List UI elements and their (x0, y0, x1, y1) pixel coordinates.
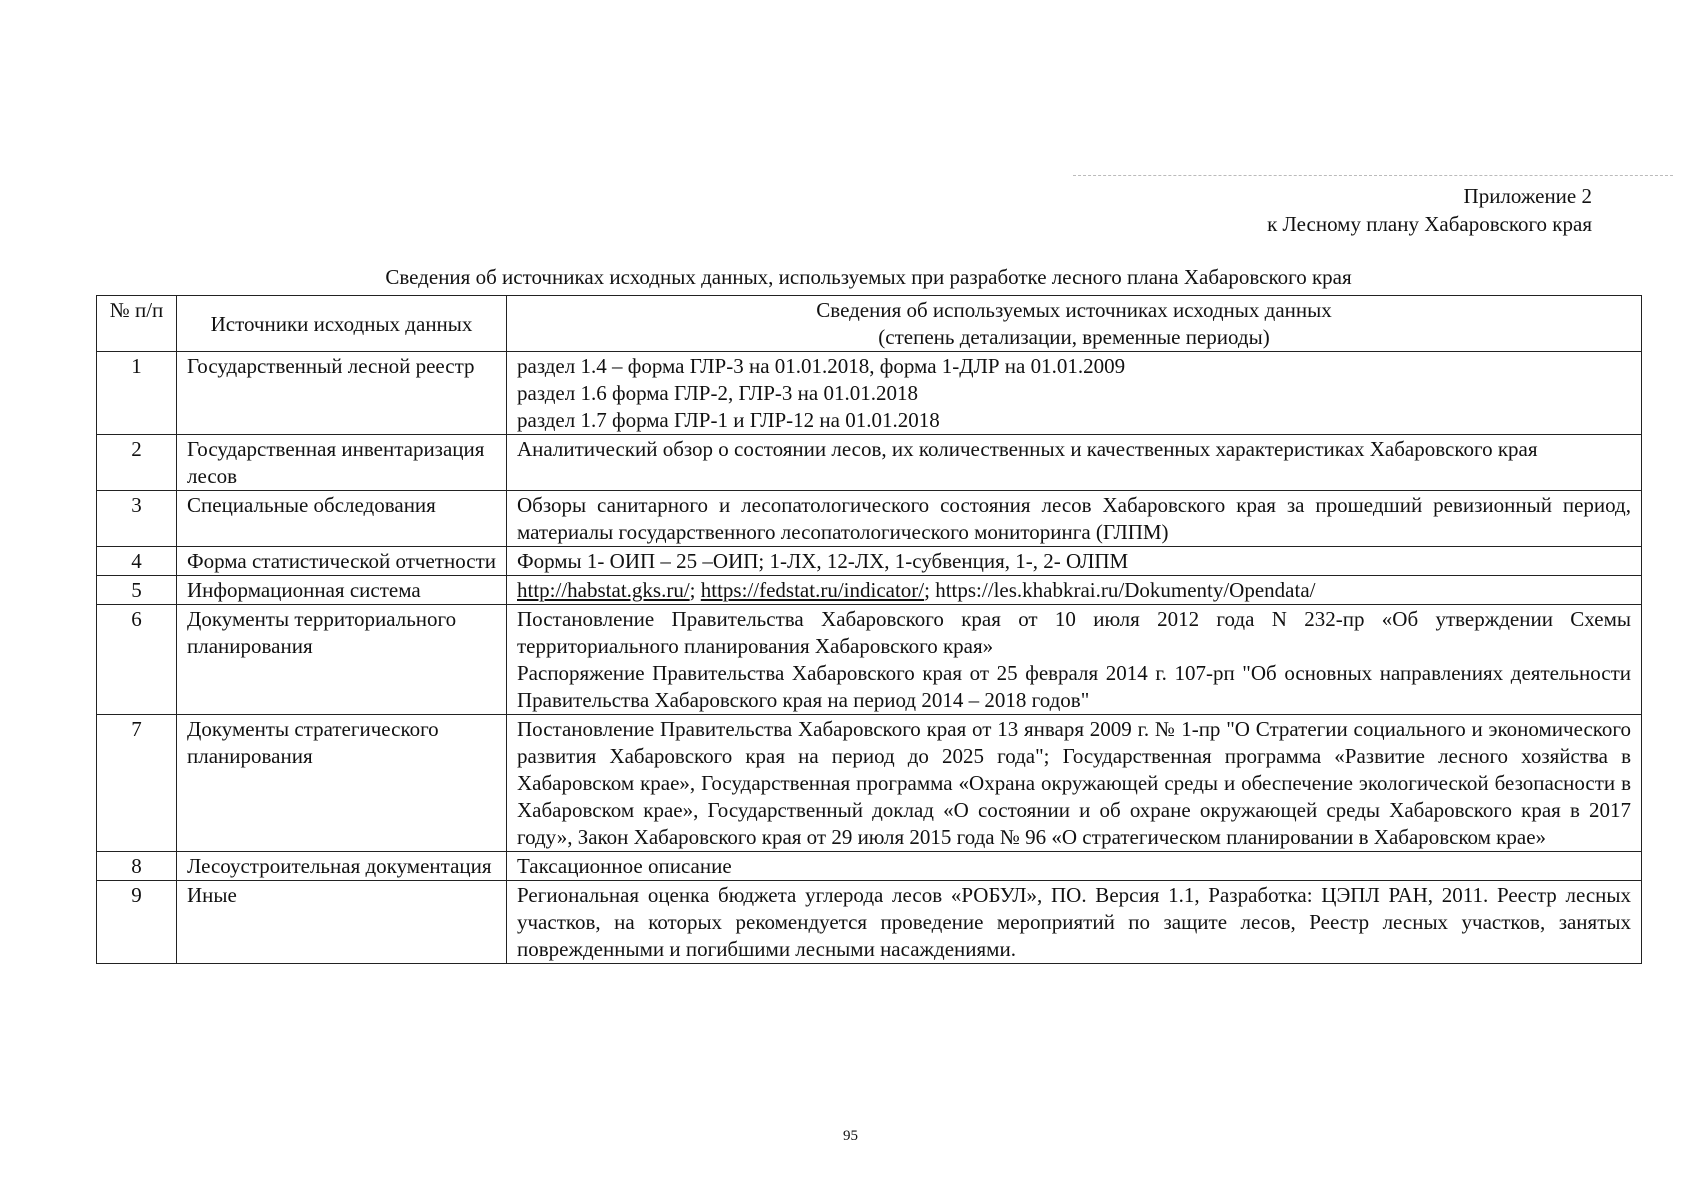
row-source: Государственный лесной реестр (177, 352, 507, 435)
header-details-line1: Сведения об используемых источниках исходных данных (816, 298, 1332, 322)
sources-table (96, 295, 1642, 964)
row-num: 7 (97, 715, 177, 852)
row-source: Иные (177, 881, 507, 964)
row-num: 5 (97, 576, 177, 605)
row-num: 3 (97, 491, 177, 547)
header-details-line2: (степень детализации, временные периоды) (878, 325, 1270, 349)
appendix-reference: к Лесному плану Хабаровского края (1267, 212, 1592, 236)
row-details: Обзоры санитарного и лесопатологического состояния лесов Хабаровского края за прошедший ревизионный период, материалы государственного лесопатологического мониторинга (ГЛПМ) (507, 491, 1642, 547)
row-num: 2 (97, 435, 177, 491)
table-row (97, 435, 1642, 491)
table-row (97, 547, 1642, 576)
appendix-header (1267, 182, 1592, 238)
details-line: Постановление Правительства Хабаровского края от 10 июля 2012 года N 232-пр «Об утверждении Схемы территориального планирования Хабаровского края» (517, 607, 1631, 658)
scan-artifact-line (1073, 175, 1673, 176)
details-line: раздел 1.7 форма ГЛР-1 и ГЛР-12 на 01.01.2018 (517, 408, 940, 432)
details-line: раздел 1.4 – форма ГЛР-3 на 01.01.2018, форма 1-ДЛР на 01.01.2009 (517, 354, 1126, 378)
row-num: 8 (97, 852, 177, 881)
details-line: раздел 1.6 форма ГЛР-2, ГЛР-3 на 01.01.2018 (517, 381, 918, 405)
row-num: 1 (97, 352, 177, 435)
header-details (507, 296, 1642, 352)
table-row (97, 491, 1642, 547)
row-source: Специальные обследования (177, 491, 507, 547)
link-separator: ; (689, 578, 701, 602)
table-row (97, 352, 1642, 435)
row-source: Государственная инвентаризация лесов (177, 435, 507, 491)
row-details (507, 605, 1642, 715)
row-details (507, 576, 1642, 605)
table-row (97, 852, 1642, 881)
row-details: Региональная оценка бюджета углерода лесов «РОБУЛ», ПО. Версия 1.1, Разработка: ЦЭПЛ РАН, 2011. Реестр лесных участков, на которых рекомендуется проведение мероприятий по защите лесов, Реестр лесных участков, занятых поврежденными и погибшими лесными насаждениями. (507, 881, 1642, 964)
row-source: Документы стратегического планирования (177, 715, 507, 852)
table-row (97, 881, 1642, 964)
row-source: Лесоустроительная документация (177, 852, 507, 881)
link-khabkrai[interactable]: https://les.khabkrai.ru/Dokumenty/Opendata/ (935, 578, 1316, 602)
appendix-number: Приложение 2 (1463, 184, 1592, 208)
header-source: Источники исходных данных (177, 296, 507, 352)
table-row (97, 576, 1642, 605)
table-row (97, 715, 1642, 852)
row-source: Информационная система (177, 576, 507, 605)
link-separator: ; (924, 578, 936, 602)
page-number: 95 (843, 1128, 858, 1144)
row-details (507, 352, 1642, 435)
table-row (97, 605, 1642, 715)
header-num: № п/п (97, 296, 177, 352)
details-line: Распоряжение Правительства Хабаровского края от 25 февраля 2014 г. 107-рп "Об основных направлениях деятельности Правительства Хабаровского края на период 2014 – 2018 годов" (517, 661, 1631, 712)
row-details: Формы 1- ОИП – 25 –ОИП; 1-ЛХ, 12-ЛХ, 1-субвенция, 1-, 2- ОЛПМ (507, 547, 1642, 576)
row-num: 9 (97, 881, 177, 964)
table-header-row (97, 296, 1642, 352)
row-source: Форма статистической отчетности (177, 547, 507, 576)
link-habstat[interactable]: http://habstat.gks.ru/ (517, 578, 690, 602)
document-title: Сведения об источниках исходных данных, используемых при разработке лесного плана Хабаровского края (385, 265, 1352, 289)
link-fedstat[interactable]: https://fedstat.ru/indicator/ (700, 578, 925, 602)
row-num: 6 (97, 605, 177, 715)
row-details: Постановление Правительства Хабаровского края от 13 января 2009 г. № 1-пр "О Стратегии социального и экономического развития Хабаровского края на период до 2025 года"; Государственная программа «Развитие лесного хозяйства в Хабаровском крае», Государственная программа «Охрана окружающей среды и обеспечение экологической безопасности в Хабаровском крае», Государственный доклад «О состоянии и об охране окружающей среды Хабаровского края в 2017 году», Закон Хабаровского края от 29 июля 2015 года № 96 «О стратегическом планировании в Хабаровском крае» (507, 715, 1642, 852)
row-details: Таксационное описание (507, 852, 1642, 881)
row-num: 4 (97, 547, 177, 576)
row-source: Документы территориального планирования (177, 605, 507, 715)
row-details: Аналитический обзор о состоянии лесов, их количественных и качественных характеристиках Хабаровского края (507, 435, 1642, 491)
